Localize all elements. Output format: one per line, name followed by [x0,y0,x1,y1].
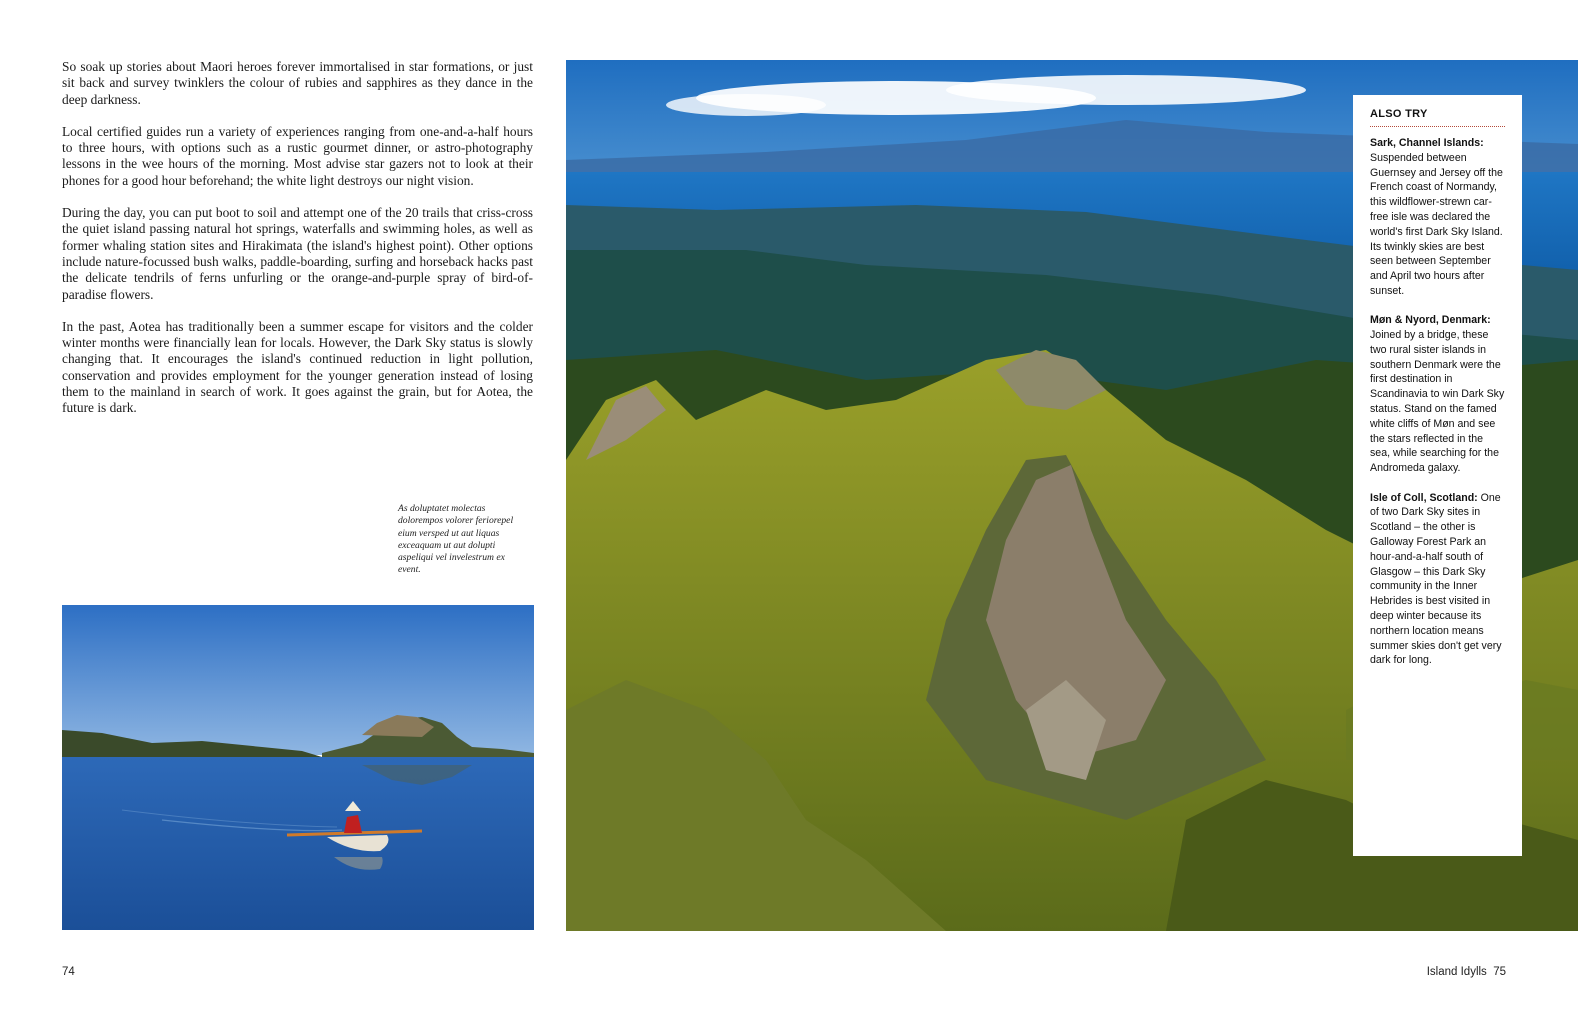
article-body [62,59,533,433]
page-number-right: 75 [1493,966,1506,978]
sidebar-entry [1370,313,1505,476]
body-paragraph: Local certified guides run a variety of experiences ranging from one-and-a-half hours to three hours, with options such as a rustic gourmet dinner, or astro-photography lessons in the wee hours of the morning. Most advise star gazers not to look at their phones for a good hour beforehand; the white light destroys our night vision. [62,123,533,188]
sidebar-title: ALSO TRY [1370,108,1505,127]
boat-on-bay-photo [62,605,534,930]
sidebar-entry-text: One of two Dark Sky sites in Scotland – the other is Galloway Forest Park an hour-and-a-half south of Glasgow – this Dark Sky community in the Inner Hebrides is best visited in deep winter because its northern location means summer skies don't get very dark for long. [1370,491,1502,667]
photo-caption: As doluptatet molectas dolorempos volorer feriorepel eium versped ut aut liquas exceaquam ut aut dolupti aspeliqui vel invelestrum ex event. [398,503,514,576]
body-paragraph: In the past, Aotea has traditionally been a summer escape for visitors and the colder winter months were financially lean for locals. However, the Dark Sky status is slowly changing that. It encourages the island's continued reduction in light pollution, conservation and provides employment for the younger generation instead of losing them to the mainland in search of work. It goes against the grain, but for Aotea, the future is dark. [62,318,533,416]
section-name: Island Idylls [1426,966,1487,978]
sidebar-entry-text: Suspended between Guernsey and Jersey off the French coast of Normandy, this wildflower-strewn car-free isle was declared the world's first Dark Sky Island. Its twinkly skies are best seen between September and April two hours after sunset. [1370,151,1503,297]
sidebar-entry [1370,491,1505,669]
page-number-left: 74 [62,966,75,978]
sidebar-entry [1370,136,1505,299]
also-try-sidebar [1353,95,1522,856]
sidebar-entry-heading: Møn & Nyord, Denmark: [1370,314,1491,327]
body-paragraph: So soak up stories about Maori heroes forever immortalised in star formations, or just sit back and survey twinklers the colour of rubies and sapphires as they dance in the deep darkness. [62,59,533,107]
sidebar-entry-text: Joined by a bridge, these two rural sister islands in southern Denmark were the first destination in Scandinavia to win Dark Sky status. Stand on the famed white cliffs of Møn and see the stars reflected in the sea, while searching for the Andromeda galaxy. [1370,329,1505,475]
sidebar-entry-heading: Sark, Channel Islands: [1370,137,1484,149]
sidebar-entry-heading: Isle of Coll, Scotland: [1370,491,1478,504]
running-footer-right [1427,966,1506,978]
body-paragraph: During the day, you can put boot to soil and attempt one of the 20 trails that criss-cross the quiet island passing natural hot springs, waterfalls and swimming holes, as well as former whaling station sites and Hirakimata (the island's highest point). Other options include nature-focussed bush walks, paddle-boarding, surfing and horseback hacks past the delicate tendrils of ferns unfurling or the orange-and-purple spray of bird-of-paradise flowers. [62,205,533,302]
